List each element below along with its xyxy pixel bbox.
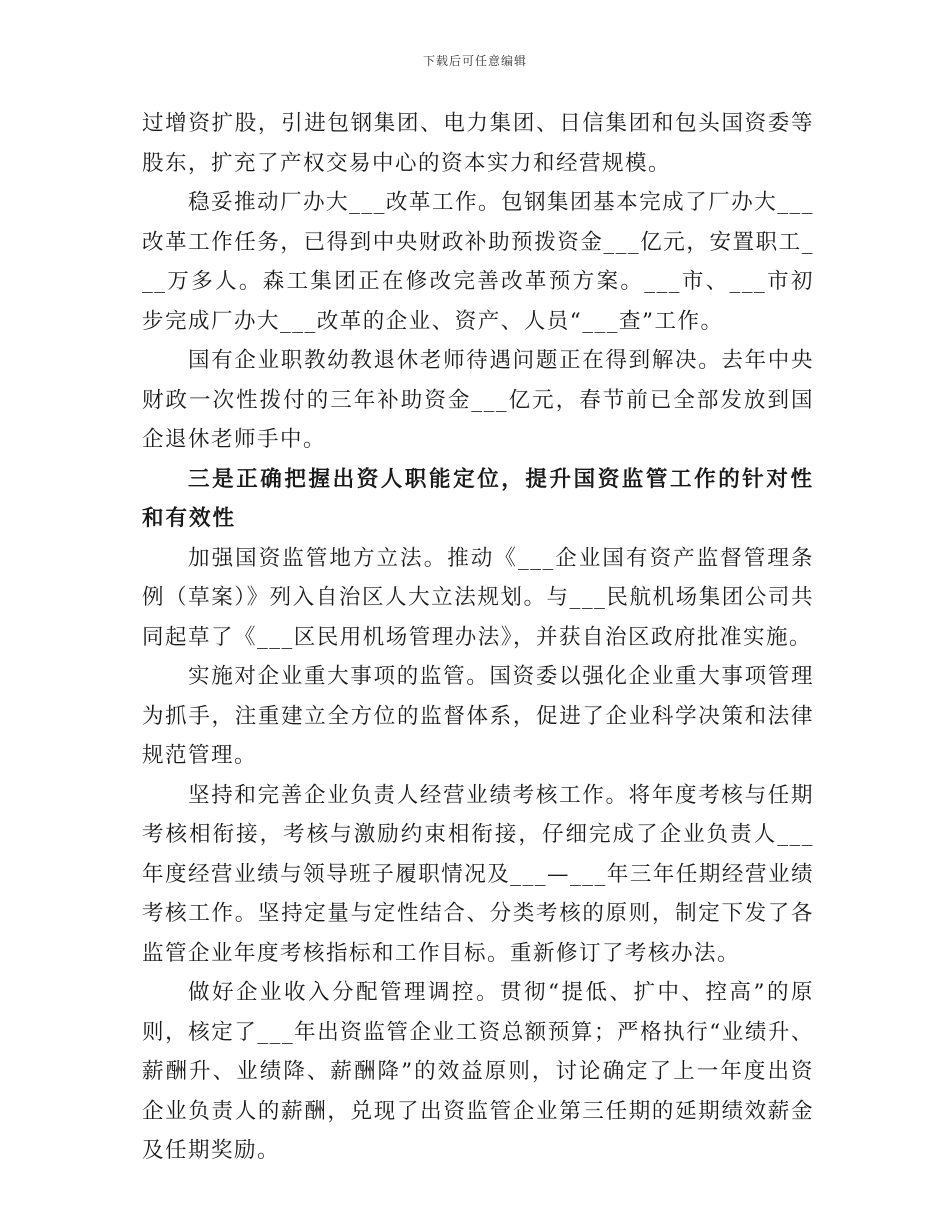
- document-body: [142, 104, 814, 1171]
- paragraph-capital-expansion: 过增资扩股，引进包钢集团、电力集团、日信集团和包头国资委等股东，扩充了产权交易中心的资本实力和经营规模。: [142, 111, 814, 176]
- paragraph-legislation: 加强国资监管地方立法。推动《___企业国有资产监督管理条例（草案）》列入自治区人大立法规划。与___民航机场集团公司共同起草了《___区民用机场管理办法》，并获自治区政府批准实施。: [142, 545, 814, 650]
- paragraph-factory-reform: 稳妥推动厂办大___改革工作。包钢集团基本完成了厂办大___改革工作任务，已得到中央财政补助预拨资金___亿元，安置职工___万多人。森工集团正在修改完善改革预方案。___市、___市初步完成厂办大___改革的企业、资产、人员“___查”工作。: [142, 190, 814, 334]
- paragraph-major-matters: 实施对企业重大事项的监管。国资委以强化企业重大事项管理为抓手，注重建立全方位的监督体系，促进了企业科学决策和法律规范管理。: [142, 664, 814, 768]
- paragraph-retired-teachers: 国有企业职教幼教退休老师待遇问题正在得到解决。去年中央财政一次性拨付的三年补助资金___亿元，春节前已全部发放到国企退休老师手中。: [142, 348, 814, 452]
- paragraph-income-distribution: 做好企业收入分配管理调控。贯彻“提低、扩中、控高”的原则，核定了___年出资监管企业工资总额预算；严格执行“业绩升、薪酬升、业绩降、薪酬降”的效益原则，讨论确定了上一年度出资企业负责人的薪酬，兑现了出资监管企业第三任期的延期绩效薪金及任期奖励。: [142, 980, 814, 1163]
- page-header: 下载后可任意编辑: [422, 54, 527, 68]
- section-heading-three: 三是正确把握出资人职能定位，提升国资监管工作的针对性和有效性: [142, 466, 814, 531]
- paragraph-performance-assessment: 坚持和完善企业负责人经营业绩考核工作。将年度考核与任期考核相衔接，考核与激励约束相衔接，仔细完成了企业负责人___年度经营业绩与领导班子履职情况及___—___年三年任期经营业绩考核工作。坚持定量与定性结合、分类考核的原则，制定下发了各监管企业年度考核指标和工作目标。重新修订了考核办法。: [142, 782, 814, 966]
